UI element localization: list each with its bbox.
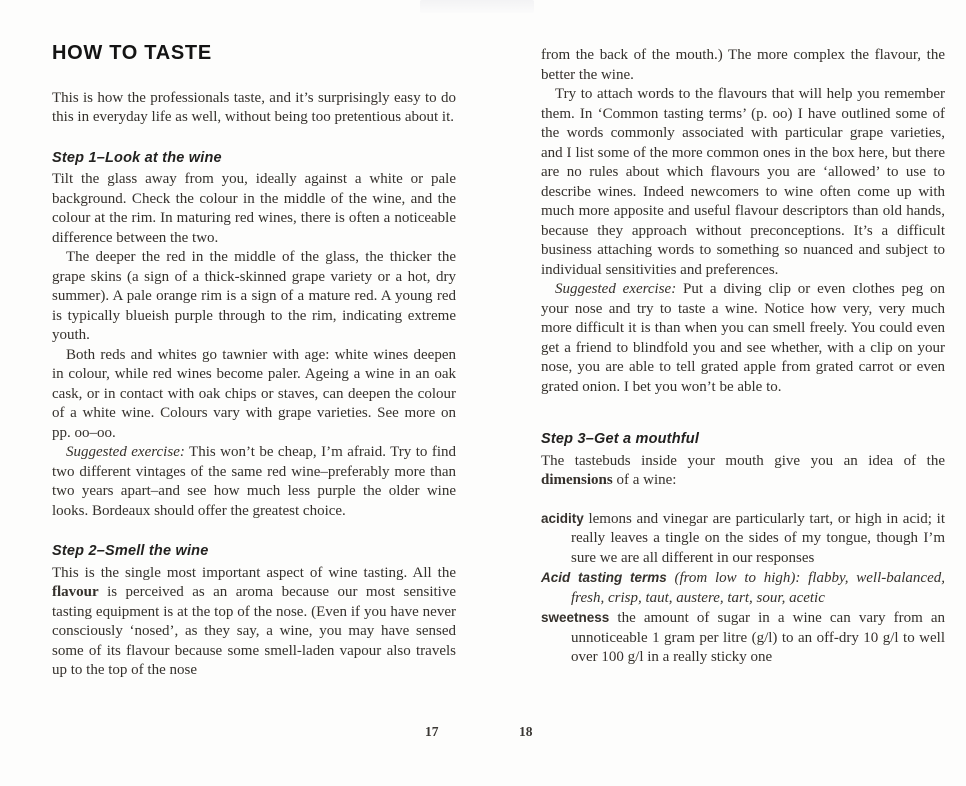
text-segment: sweetness: [541, 610, 610, 625]
paragraph: [52, 443, 456, 521]
paragraph: [52, 89, 456, 128]
text-segment: Suggested exercise:: [66, 444, 185, 460]
text-segment: dimensions: [541, 472, 613, 488]
paragraph: [541, 85, 945, 280]
text-segment: Tilt the glass away from you, ideally against a white or pale background. Check the colour in the middle of the wine, and the colour at the rim. In maturing red wines, there is often a noticeable difference between the two.: [52, 171, 456, 246]
scan-artifact: [420, 0, 534, 13]
text-segment: This won’t be cheap, I’m afraid. Try to find two different vintages of the same red wine–preferably more than two years apart–and see how much less purple the older wine looks. Bordeaux should offer the greatest choice.: [52, 444, 456, 519]
text-segment: the amount of sugar in a wine can vary from an unnoticeable 1 gram per litre (g/l) to an off-dry 10 g/l to well over 100 g/l in a really sticky one: [571, 610, 945, 665]
page-number-right: 18: [519, 724, 533, 739]
paragraph: [52, 346, 456, 444]
text-segment: is perceived as an aroma because our most sensitive tasting equipment is at the top of the nose. (Even if you have never consciously ‘nosed’, as they say, a wine, you may have sensed some of its flavour because some smell-laden vapour also travels up to the top of the nose: [52, 584, 456, 678]
step-heading: Step 3–Get a mouthful: [541, 431, 700, 447]
paragraph: [541, 280, 945, 397]
text-segment: acidity: [541, 510, 584, 526]
text-segment: This is how the professionals taste, and it’s surprisingly easy to do this in everyday life as well, without being too pretentious about it.: [52, 89, 456, 125]
text-segment: The deeper the red in the middle of the glass, the thicker the grape skins (a sign of a thick-skinned grape variety or a hot, dry summer). A pale orange rim is a sign of a mature red. A young red is typically blueish purple through to the rim, indicating extreme youth.: [52, 249, 456, 343]
text-segment: Acid tasting terms: [541, 570, 667, 585]
text-segment: (from low to high): flabby, well-balanced, fresh, crisp, taut, austere, tart, sour, acetic: [571, 570, 945, 606]
text-segment: This is the single most important aspect of wine tasting. All the: [52, 564, 456, 581]
step-heading: Step 2–Smell the wine: [52, 543, 209, 559]
right-page-column: [541, 46, 945, 668]
page-number-left: 17: [425, 724, 439, 739]
text-segment: of a wine:: [612, 472, 677, 488]
paragraph: [541, 46, 945, 85]
left-page-column: [52, 44, 456, 681]
step-heading: Step 1–Look at the wine: [52, 149, 222, 166]
paragraph: [52, 564, 456, 681]
text-segment: Put a diving clip or even clothes peg on your nose and try to taste a wine. Notice how very, very much more difficult it is than when you can smell freely. You could even get a friend to blindfold you and see whether, with a clip on your nose, you are able to tell grated apple from grated carrot or even grated onion. I bet you won’t be able to.: [541, 281, 946, 395]
paragraph: [52, 170, 456, 248]
paragraph: [541, 509, 945, 569]
paragraph: [52, 248, 456, 346]
paragraph: [541, 452, 945, 491]
paragraph: [541, 568, 945, 608]
text-segment: Both reds and whites go tawnier with age: white wines deepen in colour, while red wines become paler. Ageing a wine in an oak cask, or in contact with oak chips or staves, can deepen the colour of a white wine. Colours vary with grape varieties. See more on pp. oo–oo.: [52, 346, 456, 441]
page-title: HOW TO TASTE: [52, 42, 212, 64]
paragraph: [541, 608, 945, 668]
text-segment: Try to attach words to the flavours that will help you remember them. In ‘Common tasting terms’ (p. oo) I have outlined some of the words commonly associated with particular grape varieties, and I list some of the more common ones in the box here, but there are no rules about which flavours you are ‘allowed’ to use to describe wines. Indeed newcomers to wine often come up with much more apposite and useful flavour descriptors than old hands, because they approach without preconceptions. It’s a difficult business attaching words to something so nuanced and subject to individual sensitivities and preferences.: [541, 86, 945, 278]
text-segment: from the back of the mouth.) The more complex the flavour, the better the wine.: [541, 47, 945, 83]
text-segment: flavour: [52, 584, 99, 600]
text-segment: Suggested exercise:: [555, 281, 677, 297]
text-segment: The tastebuds inside your mouth give you an idea of the: [541, 452, 945, 469]
text-segment: lemons and vinegar are particularly tart, or high in acid; it really leaves a tingle on the sides of my tongue, though I’m sure we are all different in our responses: [571, 510, 945, 566]
